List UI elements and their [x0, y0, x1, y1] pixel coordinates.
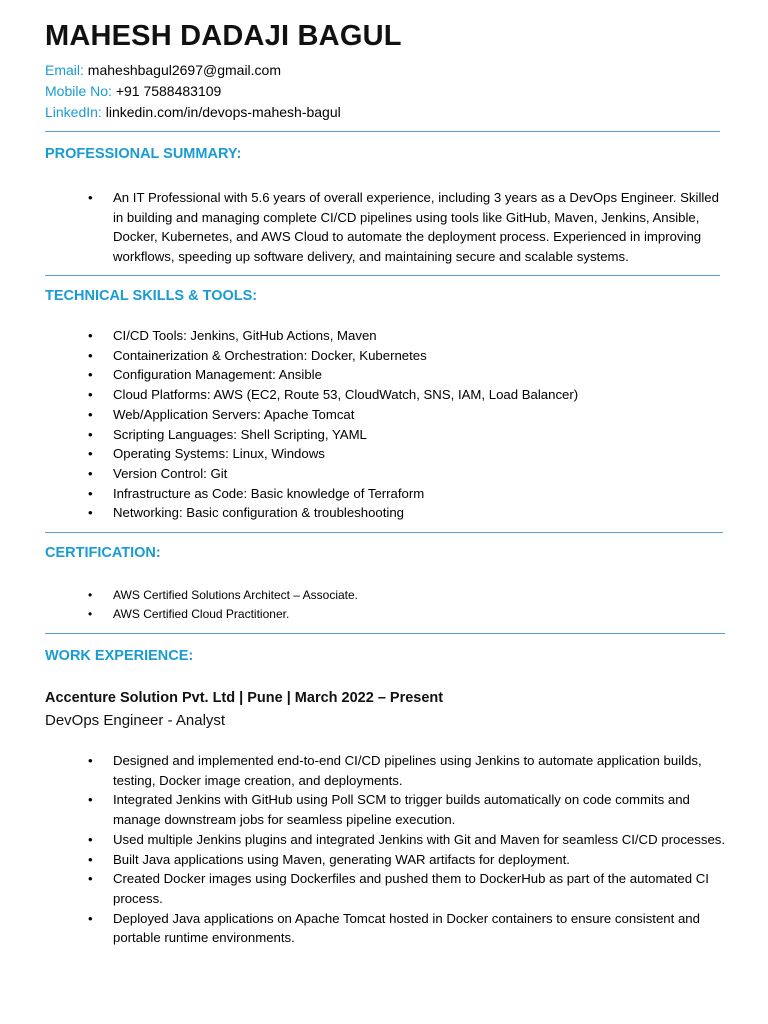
company-line: Accenture Solution Pvt. Ltd | Pune | March 2022 – Present [45, 690, 444, 706]
experience-item: • Deployed Java applications on Apache Tomcat hosted in Docker containers to ensure consistent and portable runtime environments. [113, 909, 728, 948]
certification-item: • AWS Certified Solutions Architect – Associate. [113, 586, 713, 605]
skill-item: • Scripting Languages: Shell Scripting, YAML [113, 425, 728, 445]
experience-heading: WORK EXPERIENCE: [45, 648, 194, 664]
certification-divider [45, 633, 725, 634]
skills-divider [45, 532, 723, 533]
skill-item: • Configuration Management: Ansible [113, 365, 728, 385]
skill-item: • Cloud Platforms: AWS (EC2, Route 53, CloudWatch, SNS, IAM, Load Balancer) [113, 385, 728, 405]
job-role: DevOps Engineer - Analyst [45, 712, 226, 729]
email-label: Email: [45, 62, 84, 78]
email-value[interactable]: maheshbagul2697@gmail.com [87, 62, 282, 78]
skills-heading: TECHNICAL SKILLS & TOOLS: [45, 288, 258, 304]
skills-list [113, 326, 728, 523]
skill-item: • Infrastructure as Code: Basic knowledge of Terraform [113, 484, 728, 504]
skill-item: • Networking: Basic configuration & troubleshooting [113, 503, 728, 523]
experience-item: • Integrated Jenkins with GitHub using Poll SCM to trigger builds automatically on code commits and manage downstream jobs for seamless pipeline execution. [113, 790, 728, 829]
skill-item: • Containerization & Orchestration: Docker, Kubernetes [113, 346, 728, 366]
mobile-label: Mobile No: [45, 83, 112, 99]
summary-divider [45, 275, 720, 276]
skill-item: • Version Control: Git [113, 464, 728, 484]
experience-item: • Used multiple Jenkins plugins and integrated Jenkins with Git and Maven for seamless CI/CD processes. [113, 830, 728, 850]
candidate-name: MAHESH DADAJI BAGUL [45, 20, 402, 52]
certification-item: • AWS Certified Cloud Practitioner. [113, 605, 713, 624]
email-line [45, 61, 281, 79]
skill-item: • Web/Application Servers: Apache Tomcat [113, 405, 728, 425]
skill-item: • CI/CD Tools: Jenkins, GitHub Actions, Maven [113, 326, 728, 346]
experience-item: • Created Docker images using Dockerfiles and pushed them to DockerHub as part of the automated CI process. [113, 869, 728, 908]
summary-list [113, 188, 728, 267]
linkedin-value[interactable]: linkedin.com/in/devops-mahesh-bagul [105, 104, 341, 120]
skill-item: • Operating Systems: Linux, Windows [113, 444, 728, 464]
summary-heading: PROFESSIONAL SUMMARY: [45, 146, 242, 162]
certification-heading: CERTIFICATION: [45, 545, 161, 561]
mobile-line [45, 82, 221, 100]
certification-list [113, 586, 713, 624]
experience-list [113, 751, 728, 948]
summary-item: • An IT Professional with 5.6 years of overall experience, including 3 years as a DevOps Engineer. Skilled in building and managing complete CI/CD pipelines using tools like GitHub, Maven, Jenkins, Ansible, Docker, Kubernetes, and AWS Cloud to automate the deployment process. Experienced in improving workflows, speeding up software delivery, and maintaining secure and scalable systems. [113, 188, 728, 267]
experience-item: • Built Java applications using Maven, generating WAR artifacts for deployment. [113, 850, 728, 870]
linkedin-label: LinkedIn: [45, 104, 102, 120]
mobile-value: +91 7588483109 [115, 83, 222, 99]
experience-item: • Designed and implemented end-to-end CI/CD pipelines using Jenkins to automate application builds, testing, Docker image creation, and deployments. [113, 751, 728, 790]
header-divider [45, 131, 720, 132]
linkedin-line [45, 103, 341, 121]
